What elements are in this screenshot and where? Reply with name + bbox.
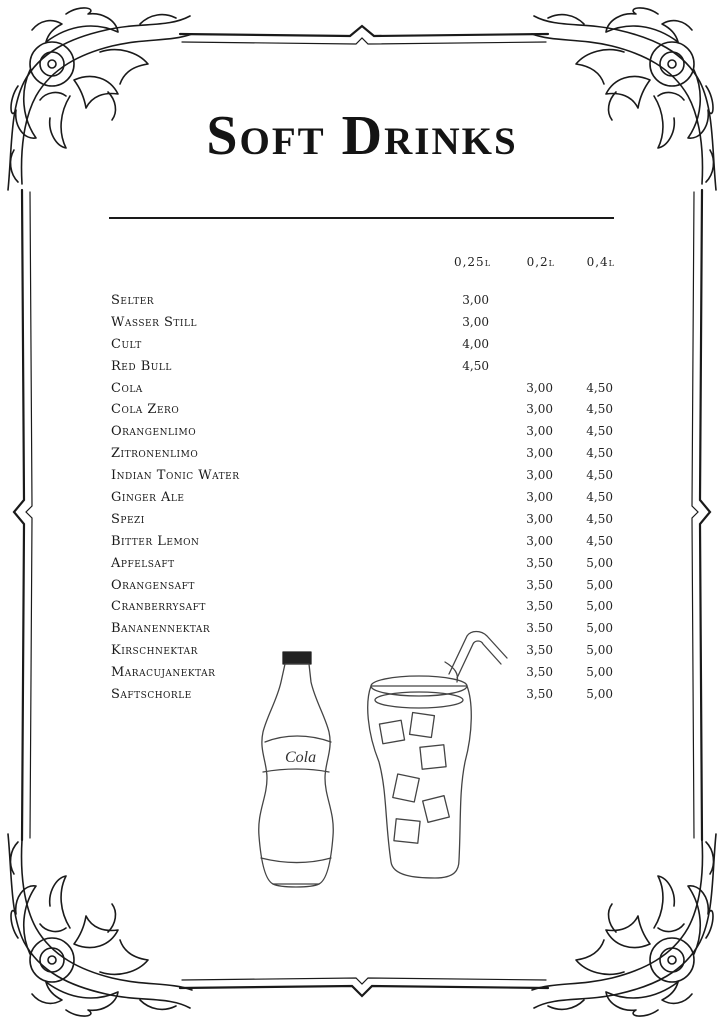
price-04l: 4,50 [586, 511, 613, 526]
title-divider [109, 217, 614, 219]
item-name: Cranberrysaft [111, 599, 206, 615]
item-name: Selter [111, 293, 155, 308]
price-025l: 3,00 [462, 293, 489, 307]
price-04l: 4,50 [586, 402, 613, 417]
menu-item-cranberrysaft [111, 599, 623, 621]
price-02l: 3,00 [526, 490, 553, 505]
item-name: Bitter Lemon [111, 533, 200, 549]
price-02l: 3,00 [526, 511, 553, 526]
price-04l: 4,50 [586, 490, 613, 505]
price-04l: 5,00 [586, 599, 613, 614]
price-02l: 3,00 [526, 380, 553, 395]
price-04l: 4,50 [586, 424, 613, 439]
item-name: Orangensaft [111, 577, 195, 593]
menu-item-orangensaft [111, 578, 623, 600]
price-02l: 3,00 [526, 446, 553, 461]
menu-item-apfelsaft [111, 556, 623, 578]
price-02l: 3,00 [526, 402, 553, 417]
item-name: Saftschorle [111, 687, 192, 703]
item-name: Cola Zero [111, 402, 180, 418]
price-025l: 4,50 [462, 358, 489, 373]
price-025l: 4,00 [462, 336, 489, 351]
column-header-025l: 0,25l [453, 255, 491, 269]
item-name: Cola [111, 380, 143, 396]
item-name: Ginger Ale [111, 490, 185, 506]
item-name: Cult [111, 336, 142, 352]
price-04l: 5,00 [586, 621, 613, 636]
price-02l: 3,50 [526, 643, 553, 658]
item-name: Apfelsaft [111, 555, 175, 571]
price-02l: 3.50 [526, 621, 553, 636]
column-header-02l: 0,2l [526, 255, 555, 269]
column-header-04l: 0,4l [586, 255, 615, 269]
price-02l: 3,50 [526, 599, 553, 614]
price-04l: 4,50 [586, 380, 613, 395]
menu-item-indian-tonic-water [111, 468, 623, 490]
menu-item-spezi [111, 512, 623, 534]
item-name: Wasser Still [111, 314, 197, 330]
bottle-label: Cola [285, 749, 317, 766]
price-02l: 3,50 [526, 577, 553, 592]
corner-ornament-bottom-left [8, 834, 192, 1016]
menu-item-bitter-lemon [111, 534, 623, 556]
price-04l: 4,50 [586, 533, 613, 548]
price-02l: 3,00 [526, 533, 553, 548]
page-title: Soft Drinks [206, 105, 518, 167]
price-02l: 3,50 [526, 665, 553, 680]
price-04l: 5,00 [586, 687, 613, 702]
menu-item-zitronenlimo [111, 446, 623, 468]
menu-item-wasser-still [111, 315, 623, 337]
menu-item-red-bull [111, 359, 623, 381]
item-name: Red Bull [111, 358, 172, 374]
price-04l: 5,00 [586, 555, 613, 570]
corner-ornament-bottom-right [532, 834, 716, 1016]
item-name: Spezi [111, 511, 145, 527]
item-name: Kirschnektar [111, 643, 198, 659]
price-04l: 5,00 [586, 643, 613, 658]
item-name: Zitronenlimo [111, 446, 199, 462]
item-name: Orangenlimo [111, 424, 197, 440]
item-name: Maracujanektar [111, 665, 216, 681]
menu-item-ginger-ale [111, 490, 623, 512]
menu-item-cola-zero [111, 402, 623, 424]
price-04l: 4,50 [586, 446, 613, 461]
price-02l: 3,00 [526, 468, 553, 483]
price-025l: 3,00 [462, 314, 489, 329]
drinks-illustration [245, 622, 515, 897]
price-04l: 5,00 [586, 665, 613, 680]
menu-item-selter [111, 293, 623, 315]
drinking-glass-icon [368, 632, 507, 879]
item-name: Indian Tonic Water [111, 468, 240, 484]
item-name: Bananennektar [111, 621, 211, 637]
menu-item-cola [111, 381, 623, 403]
price-04l: 5,00 [586, 577, 613, 592]
menu-item-orangenlimo [111, 424, 623, 446]
menu-item-cult [111, 337, 623, 359]
cola-bottle-icon [259, 652, 334, 887]
price-04l: 4,50 [586, 468, 613, 483]
price-02l: 3,00 [526, 424, 553, 439]
price-02l: 3,50 [526, 555, 553, 570]
price-02l: 3,50 [526, 687, 553, 702]
